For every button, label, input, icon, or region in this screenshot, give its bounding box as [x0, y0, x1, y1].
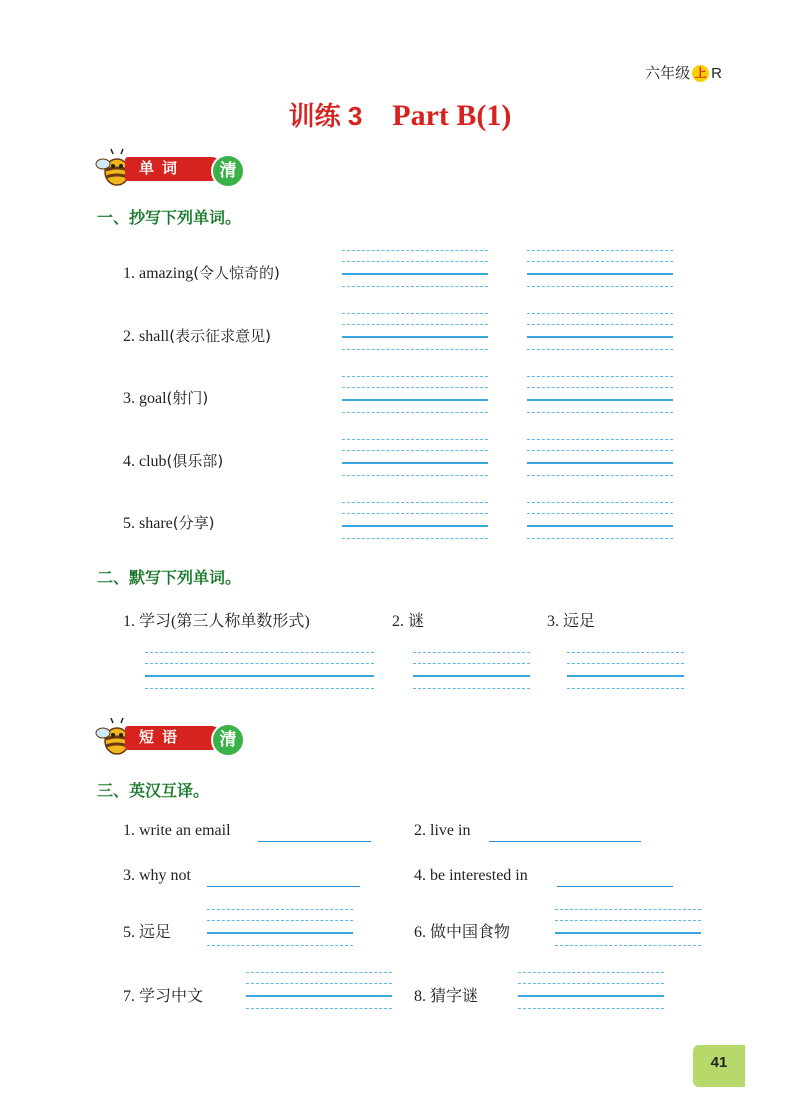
- page-number: 41: [693, 1045, 745, 1087]
- writing-lines[interactable]: [567, 652, 684, 692]
- answer-line[interactable]: [207, 868, 360, 887]
- grade-text: 六年级: [645, 65, 691, 82]
- section-2-heading: 二、默写下列单词。: [97, 570, 242, 587]
- writing-lines[interactable]: [413, 652, 530, 692]
- list-item: 2. 谜: [392, 613, 425, 630]
- writing-lines[interactable]: [145, 652, 374, 692]
- section-1-heading: 一、抄写下列单词。: [97, 210, 242, 227]
- words-badge: [95, 154, 255, 186]
- list-item: 8. 猜字谜: [414, 988, 479, 1005]
- grade-label: [645, 62, 722, 83]
- list-item: 1. write an email: [123, 822, 231, 839]
- writing-lines[interactable]: [342, 313, 488, 353]
- qing-icon: 清: [211, 723, 245, 757]
- phrases-badge: [95, 723, 255, 755]
- writing-lines[interactable]: [527, 250, 673, 290]
- writing-lines[interactable]: [342, 250, 488, 290]
- list-item: 7. 学习中文: [123, 988, 204, 1005]
- writing-lines[interactable]: [527, 376, 673, 416]
- answer-line[interactable]: [258, 823, 371, 842]
- words-badge-label: 单词: [125, 157, 223, 181]
- lesson-number: 训练 3: [288, 101, 363, 131]
- writing-lines[interactable]: [207, 909, 353, 949]
- list-item: 5. share(分享): [123, 514, 215, 532]
- page-title: [0, 96, 800, 133]
- list-item: 5. 远足: [123, 924, 172, 941]
- list-item: 1. 学习(第三人称单数形式): [123, 613, 310, 630]
- phrases-badge-label: 短语: [125, 726, 223, 750]
- list-item: 4. club(俱乐部): [123, 452, 224, 470]
- writing-lines[interactable]: [527, 502, 673, 542]
- writing-lines[interactable]: [342, 376, 488, 416]
- list-item: 3. 远足: [547, 613, 596, 630]
- answer-line[interactable]: [489, 823, 641, 842]
- writing-lines[interactable]: [342, 502, 488, 542]
- writing-lines[interactable]: [555, 909, 701, 949]
- lesson-part: Part B(1): [392, 99, 512, 132]
- list-item: 3. goal(射门): [123, 389, 209, 407]
- list-item: 1. amazing(令人惊奇的): [123, 264, 280, 282]
- list-item: 4. be interested in: [414, 867, 528, 884]
- writing-lines[interactable]: [518, 972, 664, 1012]
- answer-line[interactable]: [557, 868, 673, 887]
- writing-lines[interactable]: [527, 439, 673, 479]
- list-item: 2. shall(表示征求意见): [123, 327, 271, 345]
- writing-lines[interactable]: [342, 439, 488, 479]
- section-3-heading: 三、英汉互译。: [97, 783, 210, 800]
- qing-icon: 清: [211, 154, 245, 188]
- writing-lines[interactable]: [527, 313, 673, 353]
- edition-letter: R: [711, 65, 722, 82]
- list-item: 2. live in: [414, 822, 471, 839]
- list-item: 6. 做中国食物: [414, 924, 511, 941]
- term-badge: 上: [692, 65, 709, 82]
- list-item: 3. why not: [123, 867, 191, 884]
- writing-lines[interactable]: [246, 972, 392, 1012]
